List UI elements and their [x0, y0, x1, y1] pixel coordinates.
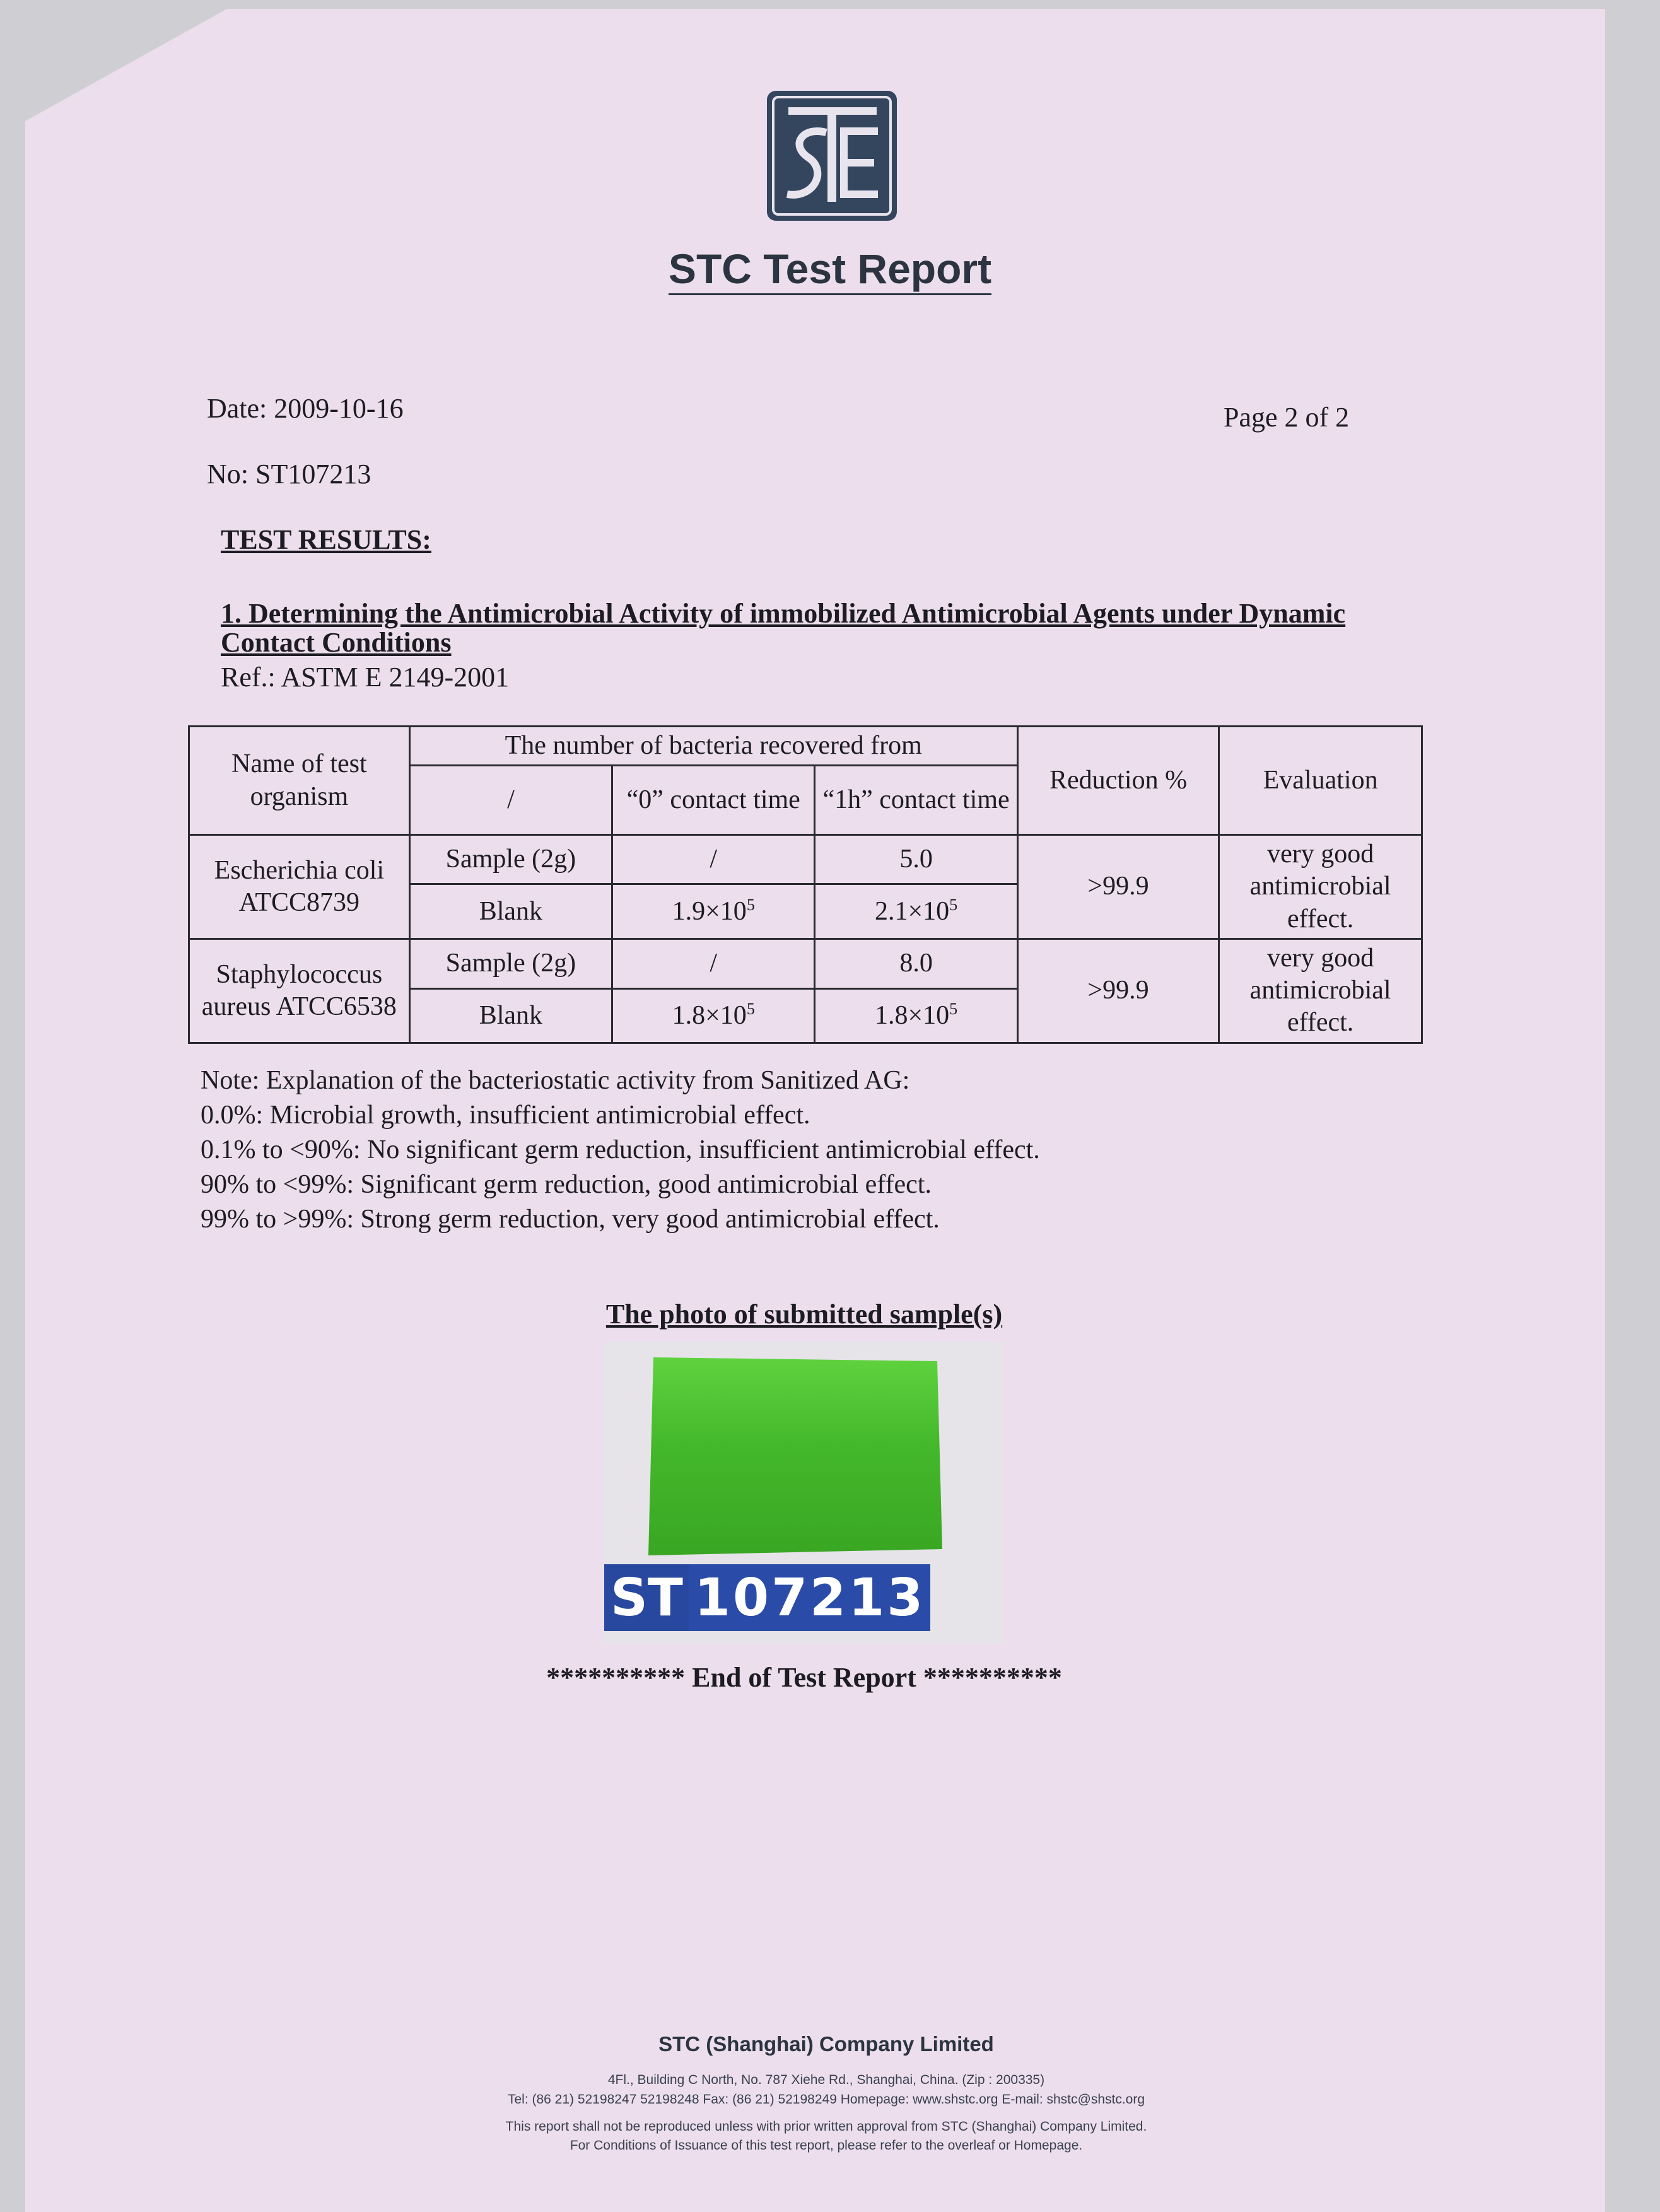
blank-1h-value: $2.1\times 10^5$ — [815, 884, 1017, 939]
organism-cell: Escherichia coli ATCC8739 — [189, 835, 410, 939]
footer-company: STC (Shanghai) Company Limited — [658, 2032, 994, 2056]
method-heading — [221, 599, 1419, 657]
reference: Ref.: ASTM E 2149-2001 — [221, 662, 510, 693]
page-number: Page 2 of 2 — [1224, 402, 1350, 433]
header-contact-1h: “1h” contact time — [815, 766, 1017, 835]
test-results-heading: TEST RESULTS: — [221, 524, 431, 555]
report-number: No: ST107213 — [207, 459, 371, 489]
blank-label: Blank — [409, 989, 612, 1043]
note-line: 0.0%: Microbial growth, insufficient antimicrobial effect. — [201, 1101, 810, 1130]
blank-label: Blank — [409, 884, 612, 939]
note-line: 99% to >99%: Strong germ reduction, very good antimicrobial effect. — [201, 1205, 940, 1234]
sample-label: Sample (2g) — [409, 835, 612, 884]
evaluation-cell: very good antimicrobial effect. — [1219, 835, 1422, 939]
photo-title: The photo of submitted sample(s) — [605, 1299, 1003, 1330]
footer-disclaimer-1: This report shall not be reproduced unless with prior written approval from STC (Shanghai) Company Limited. — [505, 2119, 1147, 2134]
note-line: 0.1% to <90%: No significant germ reduction, insufficient antimicrobial effect. — [201, 1135, 1040, 1164]
grass-sample-image — [647, 1357, 944, 1555]
end-of-report: ********** End of Test Report ********** — [546, 1662, 1062, 1693]
note-line: 90% to <99%: Significant germ reduction, good antimicrobial effect. — [201, 1170, 932, 1199]
sample-label-strip — [604, 1564, 983, 1631]
report-date: Date: 2009-10-16 — [207, 393, 404, 424]
blank-0-value: $1.8\times 10^5$ — [612, 989, 815, 1043]
notes-block — [201, 1063, 1399, 1237]
header-evaluation: Evaluation — [1219, 727, 1422, 835]
blank-0-value: $1.9\times 10^5$ — [612, 884, 815, 939]
header-recovered: The number of bacteria recovered from — [409, 727, 1017, 766]
sample-0-value: / — [612, 939, 815, 988]
label-prefix: ST — [604, 1564, 689, 1631]
reduction-cell: >99.9 — [1017, 939, 1219, 1043]
organism-cell: Staphylococcus aureus ATCC6538 — [189, 939, 410, 1043]
header-reduction: Reduction % — [1017, 727, 1219, 835]
method-heading-line1: 1. Determining the Antimicrobial Activity of immobilized Antimicrobial Agents under Dynamic — [221, 598, 1346, 629]
sample-1h-value: 5.0 — [815, 835, 1017, 884]
header-contact-0: “0” contact time — [612, 766, 815, 835]
note-line: Note: Explanation of the bacteriostatic activity from Sanitized AG: — [201, 1066, 910, 1095]
footer-address: 4Fl., Building C North, No. 787 Xiehe Rd., Shanghai, China. (Zip : 200335) — [607, 2073, 1045, 2087]
report-title: STC Test Report — [0, 245, 1660, 293]
results-table — [188, 725, 1423, 1044]
label-number: 107213 — [689, 1564, 930, 1631]
sample-1h-value: 8.0 — [815, 939, 1017, 988]
header-slash: / — [409, 766, 612, 835]
method-heading-line2: Contact Conditions — [221, 627, 452, 658]
sample-photo — [604, 1342, 1004, 1644]
footer-contact: Tel: (86 21) 52198247 52198248 Fax: (86 21) 52198249 Homepage: www.shstc.org E-mail: shstc@shstc.org — [507, 2092, 1145, 2107]
blank-1h-value: $1.8\times 10^5$ — [815, 989, 1017, 1043]
footer-disclaimer-2: For Conditions of Issuance of this test report, please refer to the overleaf or Homepage. — [570, 2138, 1083, 2153]
stc-logo-icon — [764, 88, 898, 222]
header-organism: Name of test organism — [189, 727, 410, 835]
sample-label: Sample (2g) — [409, 939, 612, 988]
evaluation-cell: very good antimicrobial effect. — [1219, 939, 1422, 1043]
reduction-cell: >99.9 — [1017, 835, 1219, 939]
sample-0-value: / — [612, 835, 815, 884]
